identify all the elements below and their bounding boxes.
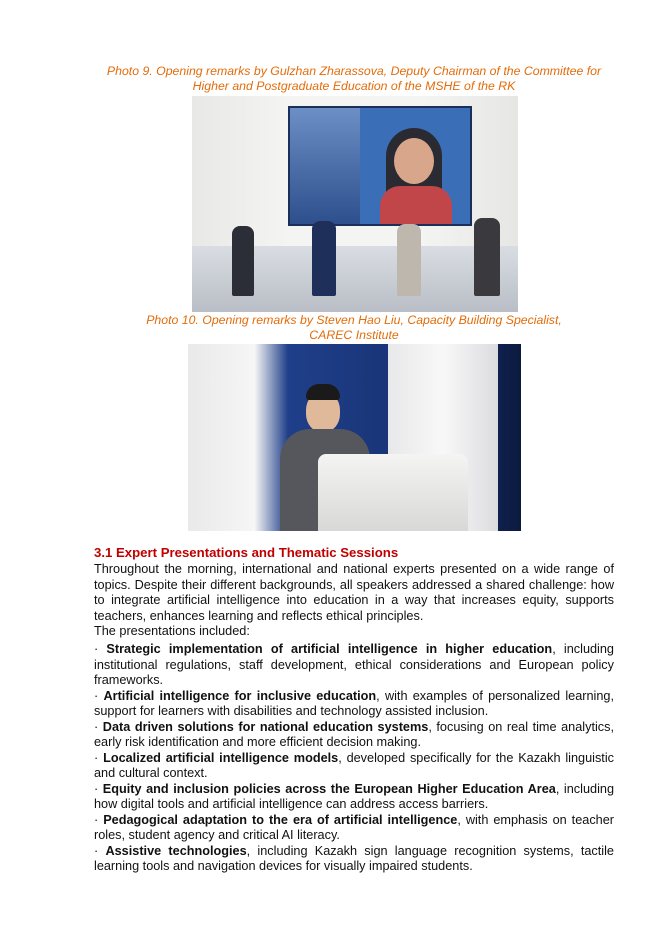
caption-line: Photo 9. Opening remarks by Gulzhan Zharassova, Deputy Chairman of the Committee for xyxy=(106,64,602,78)
speaker xyxy=(397,224,421,296)
presentations-list xyxy=(94,642,614,875)
speaker xyxy=(232,226,254,296)
caption-line: Higher and Postgraduate Education of the MSHE of the RK xyxy=(192,79,516,93)
list-item: · Pedagogical adaptation to the era of artificial intelligence, with emphasis on teacher roles, student agency and critical AI literacy. xyxy=(94,812,615,842)
speaker xyxy=(312,221,336,296)
list-item: · Localized artificial intelligence models, developed specifically for the Kazakh linguistic and cultural context. xyxy=(94,750,614,780)
photo-10-speaker-at-podium xyxy=(188,344,521,531)
section-heading: 3.1 Expert Presentations and Thematic Sessions xyxy=(94,545,399,560)
list-item: · Data driven solutions for national education systems, focusing on real time analytics, early risk identification and more efficient decision making. xyxy=(94,719,614,749)
section-lead: The presentations included: xyxy=(94,624,250,638)
list-item: · Equity and inclusion policies across the European Higher Education Area, including how digital tools and artificial intelligence can address access barriers. xyxy=(94,781,614,811)
list-item: · Artificial intelligence for inclusive education, with examples of personalized learning, support for learners with disabilities and technology assisted inclusion. xyxy=(94,688,614,718)
photo-9-caption xyxy=(94,64,614,94)
list-item: · Strategic implementation of artificial intelligence in higher education, including institutional regulations, staff development, ethical considerations and European policy frameworks. xyxy=(94,642,614,687)
list-item: · Assistive technologies, including Kazakh sign language recognition systems, tactile learning tools and navigation devices for visually impaired students. xyxy=(94,843,614,873)
speaker xyxy=(474,218,500,296)
photo-10-caption xyxy=(94,313,614,343)
photo-9-panel-discussion xyxy=(192,96,518,312)
caption-line: CAREC Institute xyxy=(309,328,399,342)
caption-line: Photo 10. Opening remarks by Steven Hao Liu, Capacity Building Specialist, xyxy=(146,313,562,327)
section-intro: Throughout the morning, international and national experts presented on a wide range of topics. Despite their different backgrounds, all speakers addressed a shared challenge: how to integrate artificial intelligence into education in a way that increases equity, supports teachers, enhances learning and reflects ethical principles. xyxy=(94,562,614,623)
video-screen xyxy=(288,106,472,226)
podium xyxy=(318,454,468,531)
